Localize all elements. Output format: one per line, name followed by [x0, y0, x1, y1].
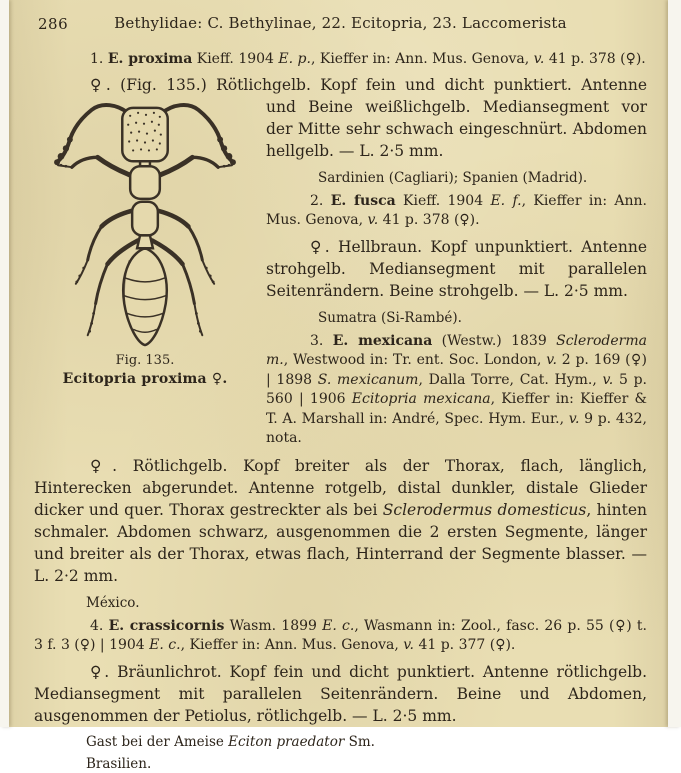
text-run: (Westw.) 1839: [432, 332, 557, 349]
text-run: E. f.: [490, 192, 522, 209]
text-run: , Kieffer in: Kieffer & T. A. Marshall in: André, Spec. Hym. Eur.,: [266, 391, 647, 427]
text-run: 3.: [310, 332, 333, 349]
figure-caption-number: Fig. 135.: [115, 352, 175, 368]
insect-illustration: [46, 100, 244, 352]
text-run: , Wasmann in: Zool., fasc. 26 p. 55 (♀) t. 3 f. 3 (♀) | 1904: [34, 617, 647, 653]
text-run: , Kieffer in: Ann. Mus. Genova,: [310, 51, 534, 67]
text-run: Wasm. 1899: [224, 617, 323, 634]
text-run: v.: [602, 371, 614, 388]
text-run: , Westwood in: Tr. ent. Soc. London,: [283, 352, 547, 368]
text-run: , Kieffer in: Ann. Mus. Genova,: [180, 637, 404, 653]
text-run: 41 p. 378 (♀).: [378, 212, 480, 228]
text-run: E. proxima: [107, 51, 193, 67]
insect-gaster: [123, 248, 167, 345]
text-run: , Dalla Torre, Cat. Hym.,: [418, 371, 603, 388]
text-run: ♀. Hellbraun. Kopf unpunktiert. Antenne strohgelb. Mediansegment mit parallelen Seitenrändern. Beine strohgelb. — L. 2·5 mm.: [266, 237, 647, 300]
text-run: v.: [403, 637, 414, 653]
figure-caption: [34, 353, 256, 387]
entry-4-reference: [34, 617, 647, 656]
text-run: 5 p. 560 | 1906: [266, 371, 647, 407]
text-run: 2 p. 169 (♀) | 1898: [266, 352, 647, 388]
running-head: [34, 14, 647, 38]
text-run: Sm.: [344, 733, 375, 750]
text-run: Kieff. 1904: [395, 192, 491, 209]
text-run: Gast bei der Ameise: [86, 733, 229, 750]
entry-1-localities: Sardinien (Cagliari); Spanien (Madrid).: [318, 169, 588, 186]
text-run: E. c.: [149, 637, 181, 653]
text-run: E. mexicana: [332, 332, 433, 349]
text-run: Ecitopria mexicana: [351, 391, 491, 407]
page-number: 286: [38, 15, 69, 33]
entry-4-localities: Brasilien.: [86, 755, 152, 772]
text-run: E. c.: [322, 617, 355, 634]
figure-135: [34, 100, 256, 446]
text-run: ♀. (Fig. 135.) Rötlichgelb. Kopf fein und dicht punktiert. Antenne: [90, 75, 647, 94]
text-run: ♀. Rötlichgelb. Kopf breiter als der Thorax, flach, länglich, Hinterecken abgerundet. Antenne rotgelb, distal dunkler, distale Glieder dicker und quer. Thorax gestreckter als bei: [34, 456, 647, 519]
text-run: Scleroderma m.: [266, 332, 647, 368]
text-run: Kieff. 1904: [192, 51, 279, 67]
running-title: Bethylidae: C. Bethylinae, 22. Ecitopria, 23. Laccomerista: [114, 14, 567, 32]
text-run: Eciton praedator: [228, 733, 345, 750]
text-run: ♀. Bräunlichrot. Kopf fein und dicht punktiert. Antenne rötlichgelb. Mediansegment mit parallelen Seitenrändern. Beine und Abdomen, ausgenommen der Petiolus, rötlichgelb. — L. 2·5 mm.: [34, 662, 647, 725]
text-run: v.: [546, 352, 557, 368]
text-run: S. mexicanum: [317, 371, 419, 388]
entry-3-description: [34, 455, 647, 587]
entry-4-note: [34, 733, 647, 751]
text-run: 41 p. 377 (♀).: [414, 637, 516, 653]
text-run: E. fusca: [330, 192, 396, 209]
text-run: 1.: [90, 51, 108, 67]
text-run: , Kieffer in: Ann. Mus. Genova,: [266, 192, 647, 228]
entry-1-reference: [34, 50, 647, 70]
entry-2-localities: Sumatra (Si-Rambé).: [318, 309, 462, 326]
entry-4-description: [34, 661, 647, 727]
insect-mesosoma: [132, 201, 158, 235]
text-run: 2.: [310, 192, 331, 209]
text-run: v.: [533, 51, 545, 67]
entry-3-localities: México.: [86, 594, 140, 611]
text-run: 4.: [90, 617, 109, 634]
text-run: 41 p. 378 (♀).: [544, 51, 646, 67]
text-run: Sclerodermus domesticus: [382, 500, 587, 519]
scan-edge-left: [0, 0, 9, 727]
entry-1-description-line1: [34, 74, 647, 96]
text-run: E. p.: [278, 51, 311, 67]
text-run: und Beine weißlichgelb. Mediansegment vor der Mitte sehr schwach eingeschnürt. Abdomen hellgelb. — L. 2·5 mm.: [266, 97, 647, 160]
scan-edge-right: [668, 0, 681, 727]
insect-pronotum: [130, 166, 160, 199]
insect-petiole: [137, 235, 153, 248]
text-run: 9 p. 432, nota.: [266, 410, 647, 446]
text-run: v.: [568, 410, 580, 427]
text-run: , hinten schmaler. Abdomen schwarz, ausgenommen die 2 ersten Segmente, länger und breiter als der Thorax, etwas flach, Hinterrand der Segmente blasser. — L. 2·2 mm.: [34, 500, 647, 585]
figure-caption-species: Ecitopria proxima ♀.: [62, 370, 228, 387]
text-run: v.: [367, 212, 379, 228]
text-run: E. crassicornis: [108, 617, 225, 634]
